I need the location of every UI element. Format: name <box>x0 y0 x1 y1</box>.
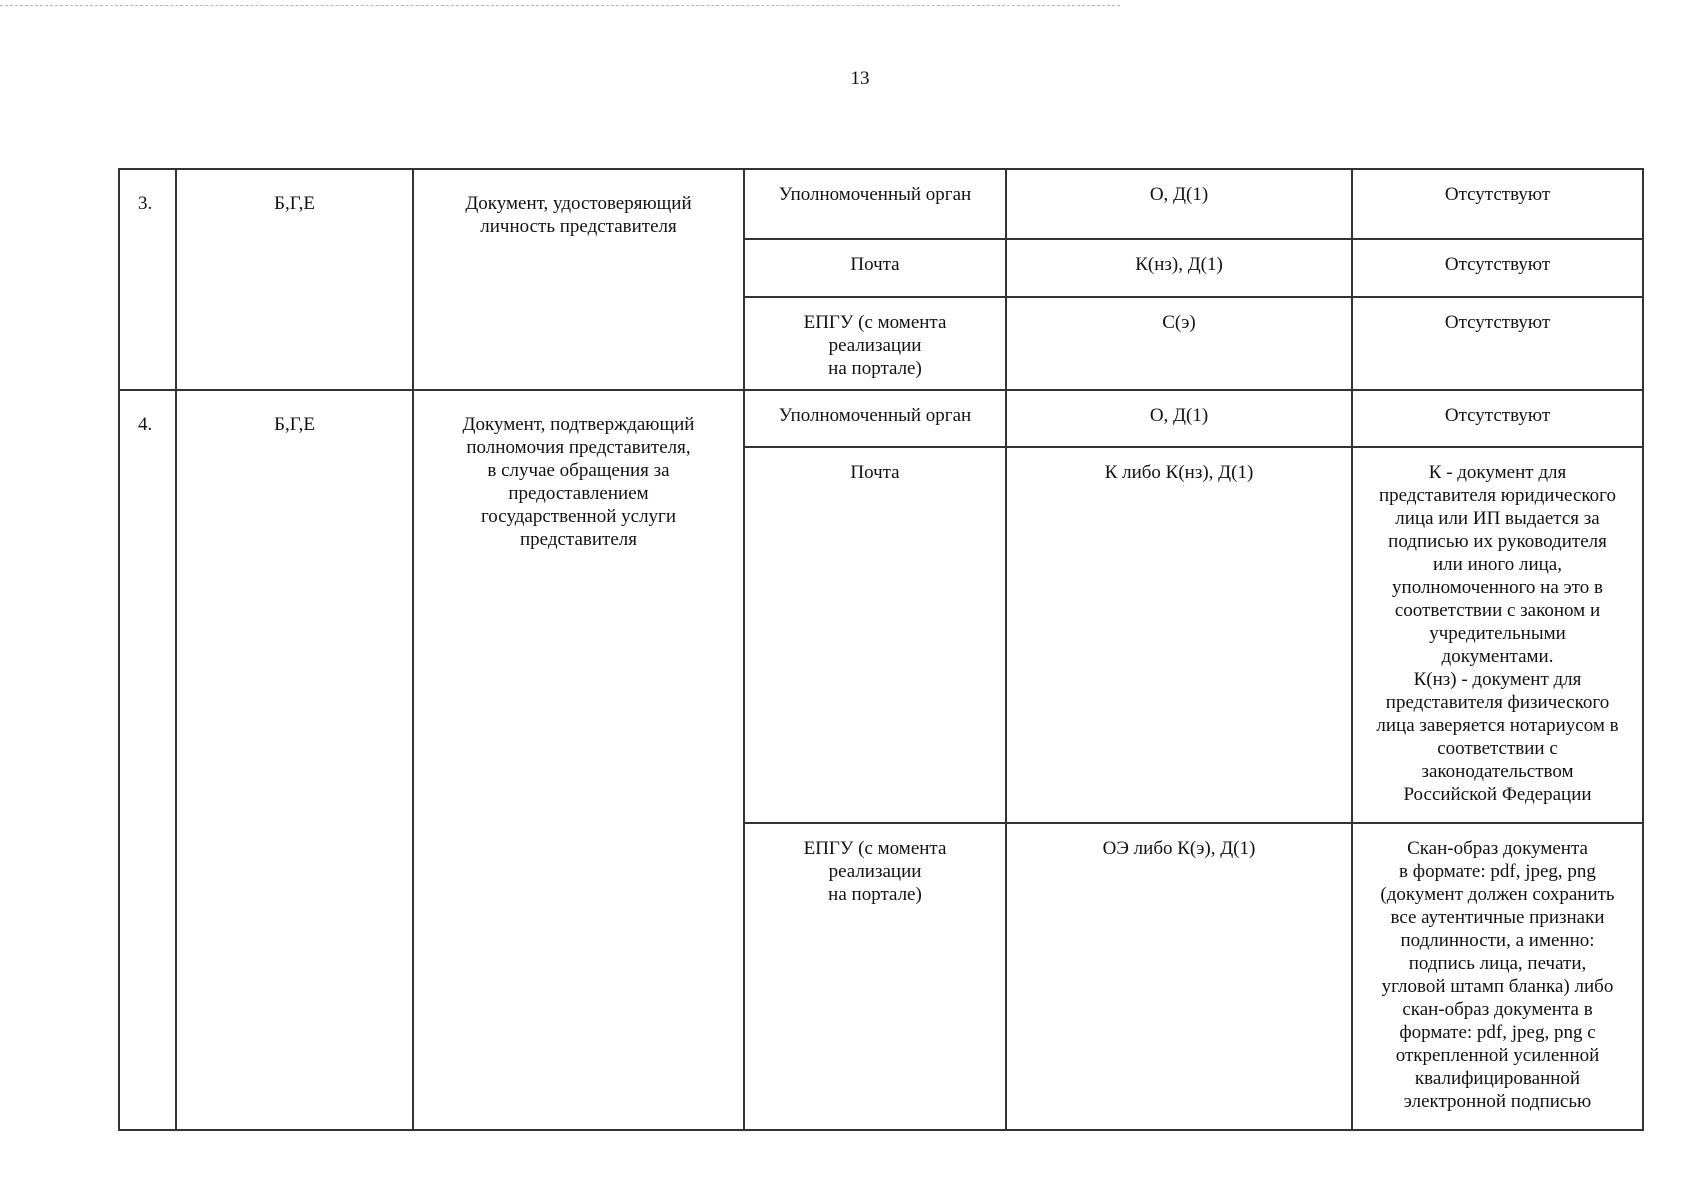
requirements-notes: К - документ для представителя юридического лица или ИП выдается за подписью их руководителя или иного лица, уполномоченного на это в соответствии с законом и учредительными документами. К(нз) - документ для представителя физического лица заверяется нотариусом в соответствии с законодательством Российской Федерации <box>1352 447 1643 823</box>
document-name: Документ, удостоверяющий личность представителя <box>413 169 744 390</box>
requirements-notes: Отсутствуют <box>1352 390 1643 447</box>
submission-channel: Уполномоченный орган <box>744 390 1006 447</box>
requirements-notes: Скан-образ документа в формате: pdf, jpeg, png (документ должен сохранить все аутентичные признаки подлинности, а именно: подпись лица, печати, угловой штамп бланка) либо скан-образ документа в формате: pdf, jpeg, png с открепленной усиленной квалифицированной электронной подписью <box>1352 823 1643 1130</box>
submission-form: О, Д(1) <box>1006 390 1352 447</box>
table-row <box>119 169 1643 239</box>
applicant-categories: Б,Г,Е <box>176 390 413 1130</box>
requirements-notes: Отсутствуют <box>1352 169 1643 239</box>
document-name: Документ, подтверждающий полномочия представителя, в случае обращения за предоставлением государственной услуги представителя <box>413 390 744 1130</box>
table-row <box>119 390 1643 447</box>
submission-form: О, Д(1) <box>1006 169 1352 239</box>
documents-table <box>118 168 1644 1131</box>
submission-channel: Почта <box>744 447 1006 823</box>
submission-form: ОЭ либо К(э), Д(1) <box>1006 823 1352 1130</box>
requirements-notes: Отсутствуют <box>1352 239 1643 297</box>
row-number: 4. <box>119 390 176 1130</box>
submission-channel: ЕПГУ (с момента реализации на портале) <box>744 297 1006 390</box>
row-number: 3. <box>119 169 176 390</box>
page-number: 13 <box>850 68 870 89</box>
requirements-notes: Отсутствуют <box>1352 297 1643 390</box>
scan-top-edge <box>0 5 1120 6</box>
submission-form: К(нз), Д(1) <box>1006 239 1352 297</box>
submission-form: С(э) <box>1006 297 1352 390</box>
submission-channel: ЕПГУ (с момента реализации на портале) <box>744 823 1006 1130</box>
submission-channel: Почта <box>744 239 1006 297</box>
submission-channel: Уполномоченный орган <box>744 169 1006 239</box>
applicant-categories: Б,Г,Е <box>176 169 413 390</box>
submission-form: К либо К(нз), Д(1) <box>1006 447 1352 823</box>
